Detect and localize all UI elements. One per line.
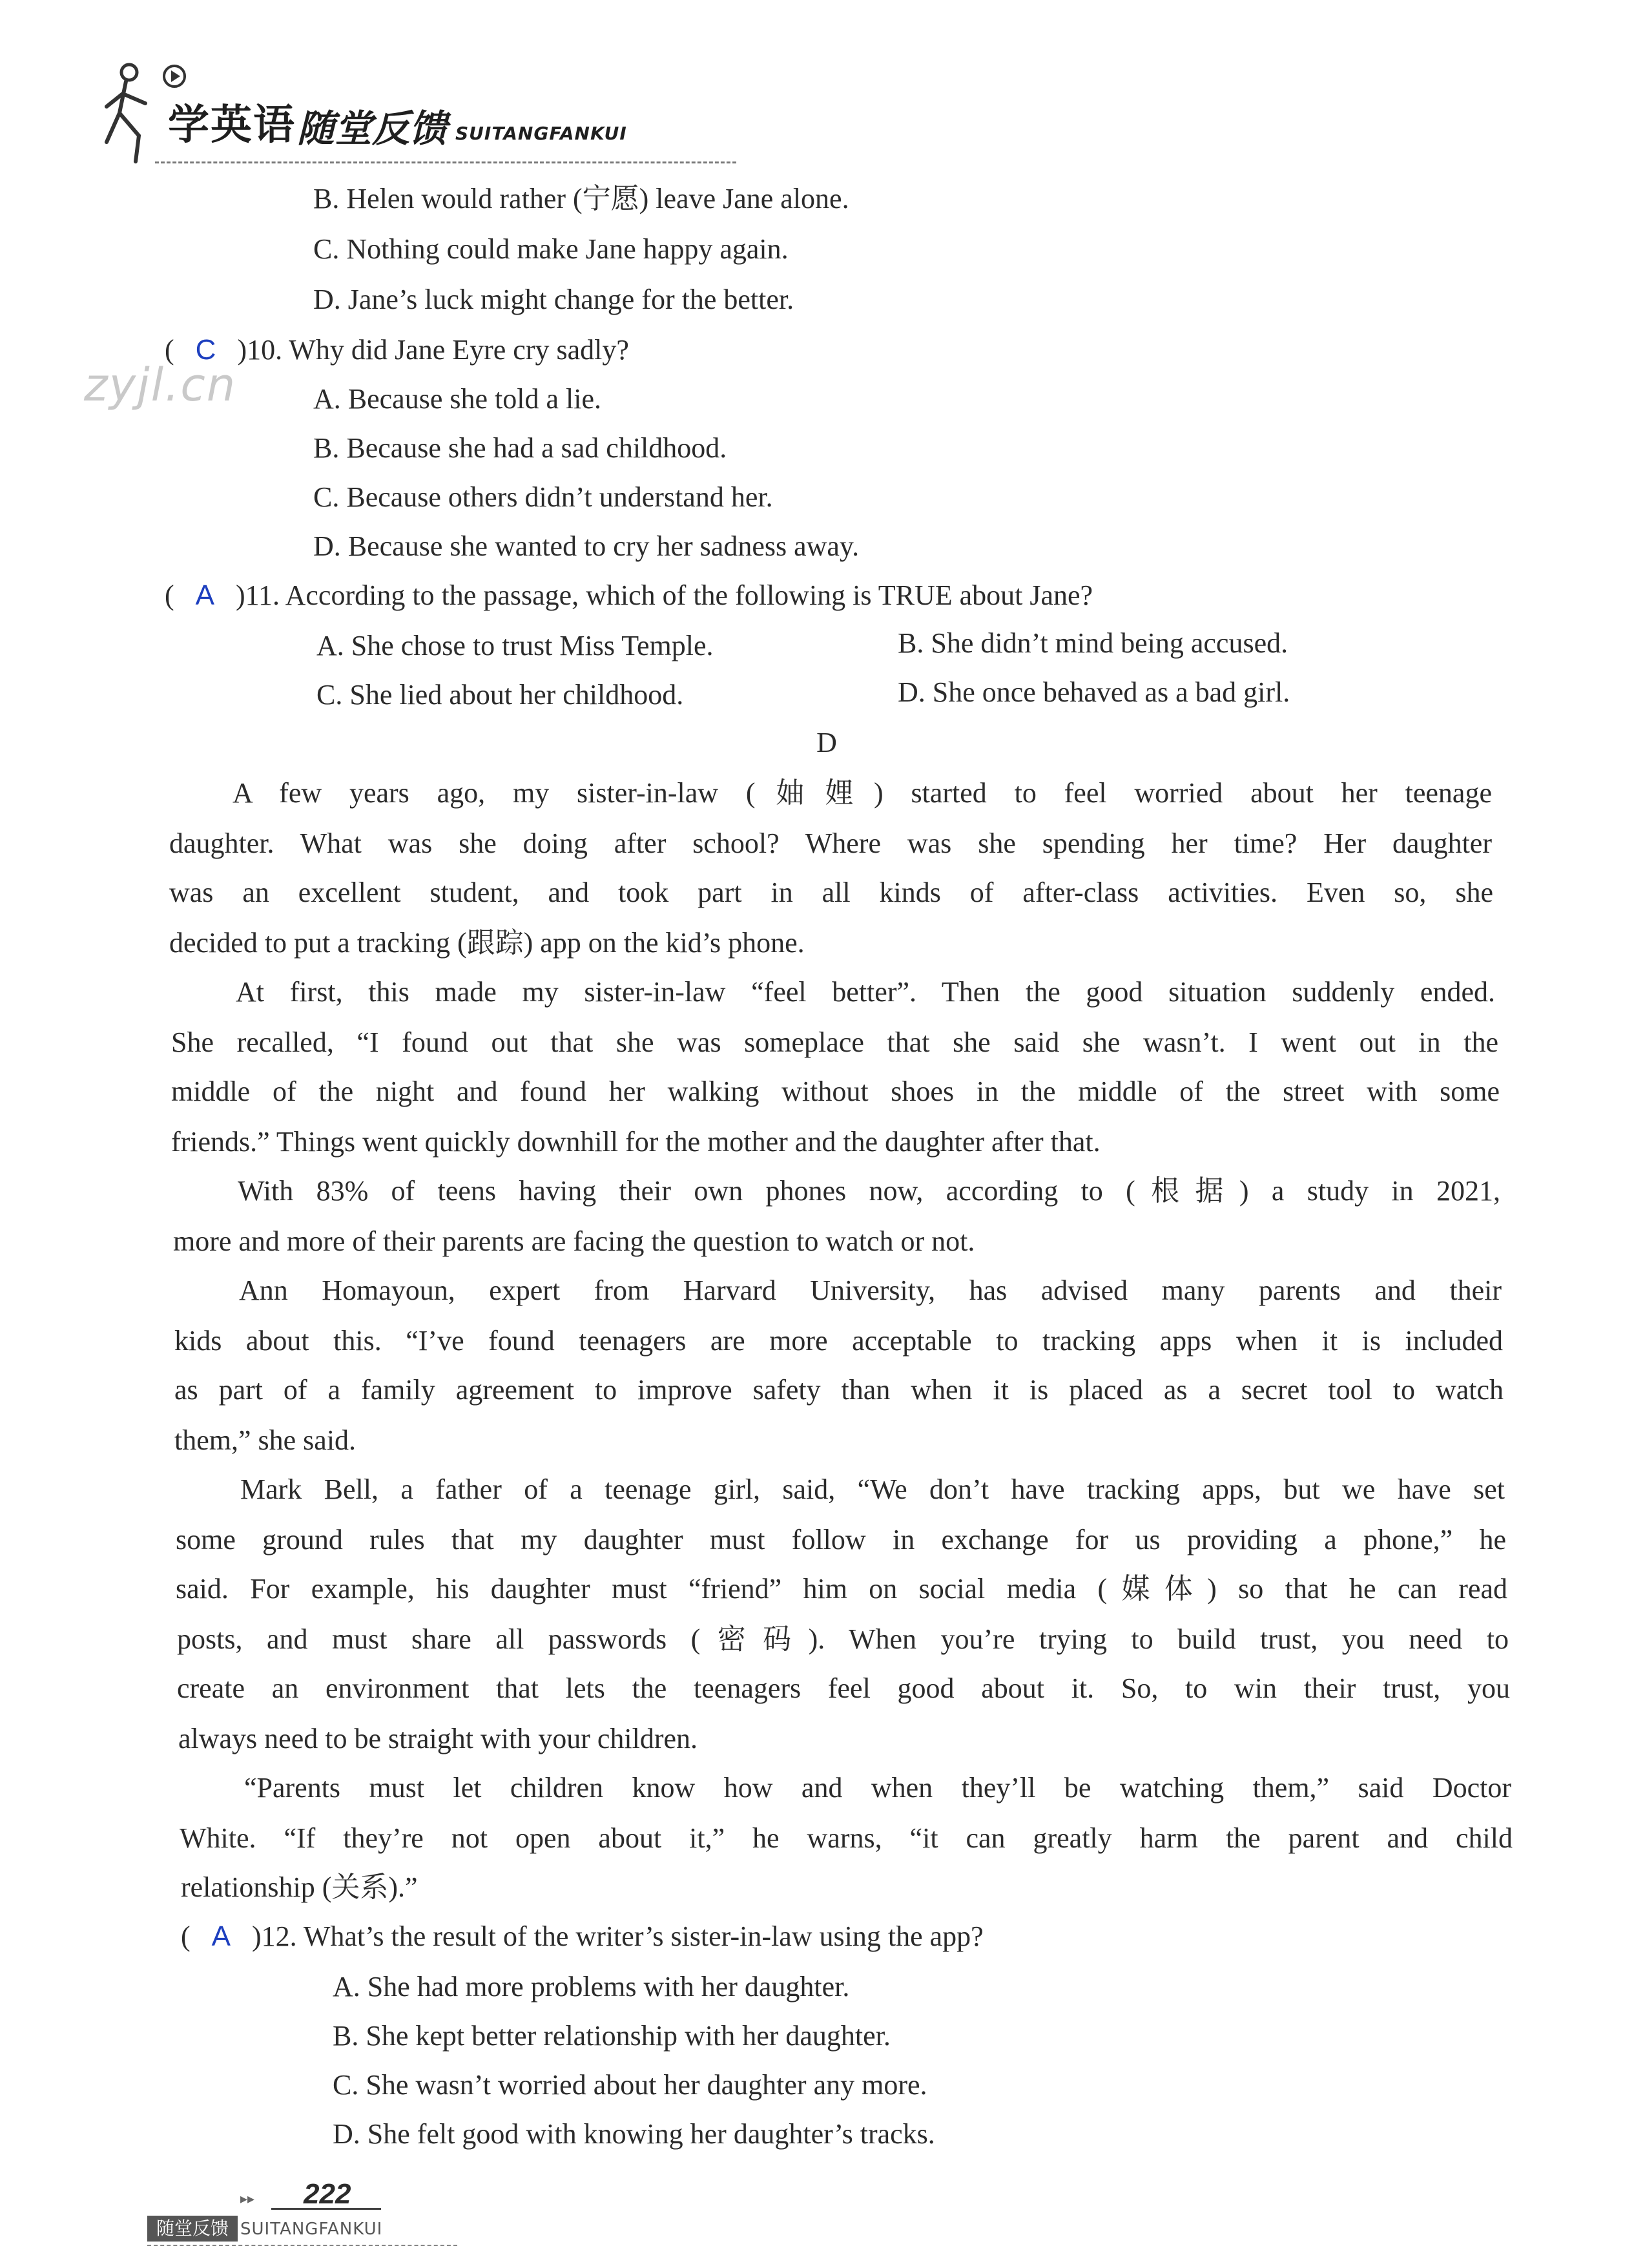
option-line: C. She lied about her childhood. xyxy=(316,679,684,711)
passage-line: always need to be straight with your children. xyxy=(178,1723,698,1754)
answer-12: A xyxy=(211,1920,231,1952)
option-line: B. She didn’t mind being accused. xyxy=(898,627,1288,659)
passage-line: A few years ago, my sister-in-law (妯娌) started to feel worried about her teenage xyxy=(233,777,1492,809)
option-line: B. Because she had a sad childhood. xyxy=(313,432,727,464)
passage-line: White. “If they’re not open about it,” he warns, “it can greatly harm the parent and child xyxy=(180,1822,1513,1854)
option-line: A. She chose to trust Miss Temple. xyxy=(316,630,714,661)
question-text: 12. What’s the result of the writer’s sister-in-law using the app? xyxy=(261,1920,984,1952)
passage-line: said. For example, his daughter must “friend” him on social media (媒体) so that he can read xyxy=(176,1573,1507,1605)
passage-line: She recalled, “I found out that she was someplace that she said she wasn’t. I went out in the xyxy=(171,1026,1498,1058)
passage-line: With 83% of teens having their own phones now, according to (根据) a study in 2021, xyxy=(238,1175,1500,1207)
question-text: 11. According to the passage, which of the following is TRUE about Jane? xyxy=(245,579,1093,611)
option-line: D. She felt good with knowing her daughter’s tracks. xyxy=(333,2118,935,2150)
option-line: B. Helen would rather (宁愿) leave Jane alone. xyxy=(313,183,849,214)
passage-line: them,” she said. xyxy=(174,1424,357,1456)
watermark: zyjl.cn xyxy=(84,359,237,411)
option-line: C. She wasn’t worried about her daughter any more. xyxy=(333,2069,927,2101)
passage-line: create an environment that lets the teenagers feel good about it. So, to win their trust, you xyxy=(177,1672,1510,1704)
option-line: A. She had more problems with her daughter. xyxy=(333,1971,850,2003)
footer-english: SUITANGFANKUI xyxy=(240,2220,383,2239)
paren-open: ( xyxy=(165,579,174,611)
passage-line: more and more of their parents are facing the question to watch or not. xyxy=(173,1225,975,1257)
passage-line: relationship (关系).” xyxy=(181,1871,418,1903)
passage-line: kids about this. “I’ve found teenagers are more acceptable to tracking apps when it is included xyxy=(174,1325,1503,1357)
option-line: C. Because others didn’t understand her. xyxy=(313,481,773,513)
play-icon xyxy=(161,63,187,89)
passage-line: middle of the night and found her walking without shoes in the middle of the street with some xyxy=(171,1076,1500,1107)
paren-close: ) xyxy=(252,1920,262,1952)
option-line: D. Jane’s luck might change for the better. xyxy=(313,284,794,315)
header-english: SUITANGFANKUI xyxy=(455,123,627,144)
question-10 xyxy=(165,333,629,367)
answer-10: C xyxy=(195,334,216,366)
option-line: C. Nothing could make Jane happy again. xyxy=(313,233,789,265)
passage-line: posts, and must share all passwords (密码). When you’re trying to build trust, you need to xyxy=(177,1623,1509,1655)
footer-divider xyxy=(147,2245,457,2246)
page-header xyxy=(90,58,659,168)
passage-line: friends.” Things went quickly downhill for the mother and the daughter after that. xyxy=(171,1126,1101,1158)
option-line: B. She kept better relationship with her daughter. xyxy=(333,2020,891,2052)
question-11 xyxy=(165,579,1093,612)
header-title: 学英语 xyxy=(168,101,296,149)
header-subtitle: 随堂反馈 xyxy=(297,107,448,151)
option-line: A. Because she told a lie. xyxy=(313,383,601,415)
section-heading: D xyxy=(816,727,837,758)
answer-11: A xyxy=(195,579,215,611)
footer-rule xyxy=(271,2208,381,2210)
passage-line: At first, this made my sister-in-law “feel better”. Then the good situation suddenly ended. xyxy=(236,976,1495,1008)
passage-line: decided to put a tracking (跟踪) app on the kid’s phone. xyxy=(169,927,805,959)
option-line: D. She once behaved as a bad girl. xyxy=(898,676,1290,708)
passage-line: some ground rules that my daughter must follow in exchange for us providing a phone,” he xyxy=(176,1524,1506,1555)
footer-badge: 随堂反馈 xyxy=(147,2216,238,2242)
question-12 xyxy=(181,1920,984,1953)
passage-line: daughter. What was she doing after school? Where was she spending her time? Her daughter xyxy=(169,827,1492,859)
paren-close: ) xyxy=(237,334,247,366)
passage-line: was an excellent student, and took part in all kinds of after-class activities. Even so, she xyxy=(169,877,1493,908)
passage-line: Ann Homayoun, expert from Harvard University, has advised many parents and their xyxy=(239,1274,1502,1306)
paren-open: ( xyxy=(165,334,174,366)
option-line: D. Because she wanted to cry her sadness away. xyxy=(313,530,860,562)
paren-close: ) xyxy=(236,579,245,611)
page-number: 222 xyxy=(304,2178,351,2210)
passage-line: Mark Bell, a father of a teenage girl, said, “We don’t have tracking apps, but we have set xyxy=(240,1473,1505,1505)
question-text: 10. Why did Jane Eyre cry sadly? xyxy=(247,334,629,366)
passage-line: as part of a family agreement to improve safety than when it is placed as a secret tool to watch xyxy=(174,1374,1504,1406)
paren-open: ( xyxy=(181,1920,191,1952)
passage-line: “Parents must let children know how and when they’ll be watching them,” said Doctor xyxy=(244,1772,1511,1804)
footer-arrows-icon: ▸▸ xyxy=(240,2191,255,2207)
runner-logo-icon xyxy=(90,58,168,168)
header-divider xyxy=(155,161,736,163)
